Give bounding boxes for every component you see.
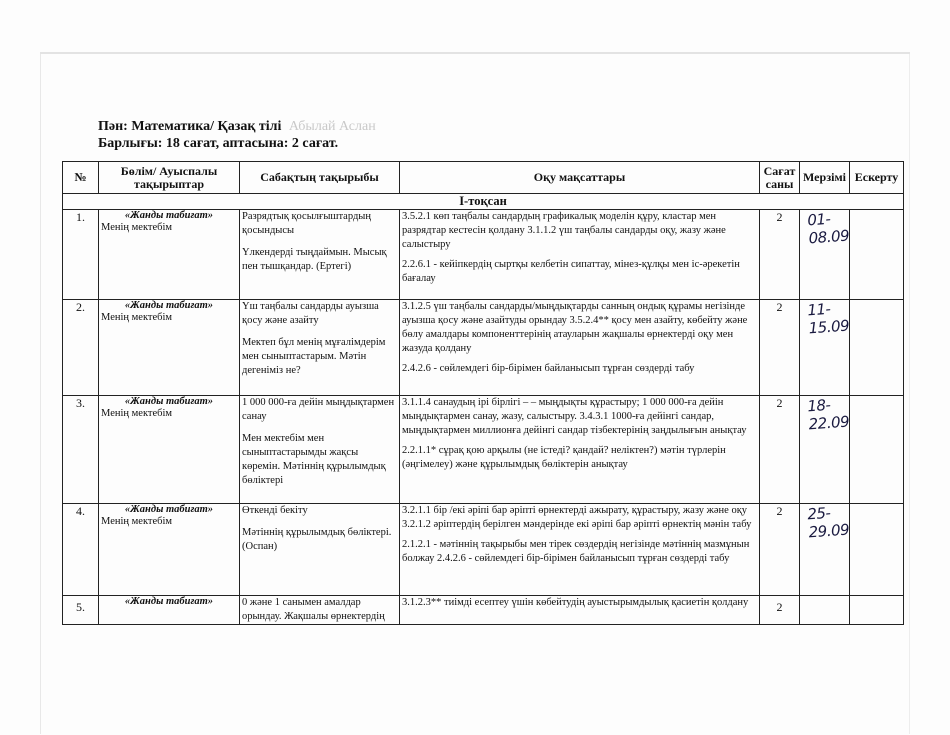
theme-label: «Жанды табиғат» bbox=[124, 504, 214, 515]
row-number: 3. bbox=[63, 396, 99, 504]
col-header-topic: Сабақтың тақырыбы bbox=[240, 162, 400, 194]
document-header bbox=[98, 118, 376, 152]
table-row bbox=[63, 300, 904, 396]
math-topic: Үш таңбалы сандарды ауызша қосу және азайту bbox=[242, 301, 379, 326]
theme-label: «Жанды табиғат» bbox=[124, 300, 214, 311]
date-cell bbox=[800, 596, 850, 625]
table-header-row bbox=[63, 162, 904, 194]
row-number: 4. bbox=[63, 504, 99, 596]
math-topic: 1 000 000-ға дейін мыңдықтармен санау bbox=[242, 397, 395, 422]
lesson-plan-table bbox=[62, 161, 904, 625]
col-header-hours: Сағат саны bbox=[760, 162, 800, 194]
scan-edge bbox=[909, 54, 910, 734]
section-cell bbox=[99, 396, 240, 504]
subject-line: Пән: Математика/ Қазақ тілі Абылай Аслан bbox=[98, 119, 376, 134]
language-goal: 2.2.6.1 - кейіпкердің сыртқы келбетін сипаттау, мінез-құлқы мен іс-әрекетін бағалау bbox=[402, 259, 740, 284]
col-header-goals: Оқу мақсаттары bbox=[400, 162, 760, 194]
goals-cell bbox=[400, 396, 760, 504]
section-label: Менің мектебім bbox=[101, 222, 173, 233]
math-goal: 3.1.1.4 санаудың ірі бірлігі – – мыңдықты құрастыру; 1 000 000-ға дейін мыңдықтармен санау, жазу, салыстыру. 3.4.3.1 1000-ға дейінгі сандар, мыңдықтармен миллионға дейінгі сандар тізбектерінің заңдылығын анықтау bbox=[402, 397, 747, 436]
theme-label: «Жанды табиғат» bbox=[124, 596, 214, 607]
hours-cell: 2 bbox=[760, 504, 800, 596]
theme-label: «Жанды табиғат» bbox=[124, 210, 214, 221]
section-cell bbox=[99, 596, 240, 625]
math-goal: 3.5.2.1 көп таңбалы сандардың графикалық моделін құру, кластар мен разрядтар кестесін қолдану 3.1.1.2 үш таңбалы сандарды оқу, жазу және салыстыру bbox=[402, 211, 726, 250]
table-row bbox=[63, 210, 904, 300]
row-number: 1. bbox=[63, 210, 99, 300]
note-cell bbox=[850, 300, 904, 396]
math-topic: Өткенді бекіту bbox=[242, 505, 308, 516]
goals-cell bbox=[400, 504, 760, 596]
language-topic: Мәтіннің құрылымдық бөліктері.(Оспан) bbox=[242, 527, 392, 552]
math-topic: 0 және 1 санымен амалдар орындау. Жақшалы өрнектердің bbox=[242, 597, 385, 622]
hours-line: Барлығы: 18 сағат, аптасына: 2 сағат. bbox=[98, 136, 339, 151]
date-cell bbox=[800, 396, 850, 504]
math-goal: 3.1.2.5 үш таңбалы сандарды/мыңдықтарды санның ондық құрамы негізінде ауызша қосу және азайтуды орындау 3.5.2.4** қосу мен азайту, көбейту және бөлу амалдары компоненттерінің атауларын жақшалы өрнектерді оқу мен жазуда қолдану bbox=[402, 301, 748, 354]
language-topic: Мектеп бұл менің мұғалімдерім мен сыныптастарым. Мәтін дегеніміз не? bbox=[242, 337, 386, 376]
goals-cell bbox=[400, 596, 760, 625]
language-goal: 2.2.1.1* сұрақ қою арқылы (не істеді? қандай? неліктен?) мәтін түрлерін (әңгімелеу) және құрылымдық бөліктерін анықтау bbox=[402, 445, 726, 470]
language-topic: Мен мектебім мен сыныптастарымды жақсы көремін. Мәтіннің құрылымдық бөліктері bbox=[242, 433, 386, 486]
topic-cell bbox=[240, 396, 400, 504]
handwritten-date: 25-29.09 bbox=[806, 503, 850, 542]
note-cell bbox=[850, 504, 904, 596]
col-header-date: Мерзімі bbox=[800, 162, 850, 194]
note-cell bbox=[850, 596, 904, 625]
date-cell bbox=[800, 300, 850, 396]
note-cell bbox=[850, 396, 904, 504]
math-goal: 3.1.2.3** тиімді есептеу үшін көбейтудің ауыстырымдылық қасиетін қолдану bbox=[402, 597, 749, 608]
goals-cell bbox=[400, 300, 760, 396]
language-goal: 2.4.2.6 - сөйлемдегі бір-бірімен байланысып тұрған сөздерді табу bbox=[402, 363, 695, 374]
date-cell bbox=[800, 210, 850, 300]
section-label: Менің мектебім bbox=[101, 516, 173, 527]
goals-cell bbox=[400, 210, 760, 300]
section-cell bbox=[99, 300, 240, 396]
scan-edge bbox=[40, 52, 910, 54]
handwritten-date: 01-08.09 bbox=[806, 209, 850, 248]
quarter-row bbox=[63, 194, 904, 210]
topic-cell bbox=[240, 504, 400, 596]
col-header-section: Бөлім/ Ауыспалы тақырыптар bbox=[99, 162, 240, 194]
col-header-note: Ескерту bbox=[850, 162, 904, 194]
note-cell bbox=[850, 210, 904, 300]
table-row bbox=[63, 396, 904, 504]
section-cell bbox=[99, 210, 240, 300]
topic-cell bbox=[240, 210, 400, 300]
quarter-label: І-тоқсан bbox=[63, 194, 904, 210]
student-name: Абылай Аслан bbox=[288, 119, 376, 134]
hours-cell: 2 bbox=[760, 300, 800, 396]
math-goal: 3.2.1.1 бір /екі әріпі бар әріпті өрнектерді ажырату, құрастыру, жазу және оқу 3.2.1.2 әріптердің берілген мәндерінде екі әріпі бар әріпті өрнектің мәнін табу bbox=[402, 505, 752, 530]
section-label: Менің мектебім bbox=[101, 408, 173, 419]
topic-cell bbox=[240, 596, 400, 625]
handwritten-date: 18-22.09 bbox=[806, 395, 850, 434]
topic-cell bbox=[240, 300, 400, 396]
row-number: 2. bbox=[63, 300, 99, 396]
col-header-num: № bbox=[63, 162, 99, 194]
hours-cell: 2 bbox=[760, 596, 800, 625]
section-cell bbox=[99, 504, 240, 596]
table-row bbox=[63, 504, 904, 596]
scan-edge bbox=[40, 54, 41, 734]
table-row bbox=[63, 596, 904, 625]
hours-cell: 2 bbox=[760, 210, 800, 300]
math-topic: Разрядтық қосылғыштардың қосындысы bbox=[242, 211, 371, 236]
section-label: Менің мектебім bbox=[101, 312, 173, 323]
hours-cell: 2 bbox=[760, 396, 800, 504]
language-goal: 2.1.2.1 - мәтіннің тақырыбы мен тірек сөздердің негізінде мәтіннің мазмұнын болжау 2.4.2.6 - сөйлемдегі бір-бірімен байланысып тұрған сөздерді табу bbox=[402, 539, 750, 564]
language-topic: Үлкендерді тыңдаймын. Мысық пен тышқандар. (Ертегі) bbox=[242, 247, 387, 272]
date-cell bbox=[800, 504, 850, 596]
handwritten-date: 11-15.09 bbox=[806, 299, 850, 338]
row-number: 5. bbox=[63, 596, 99, 625]
theme-label: «Жанды табиғат» bbox=[124, 396, 214, 407]
